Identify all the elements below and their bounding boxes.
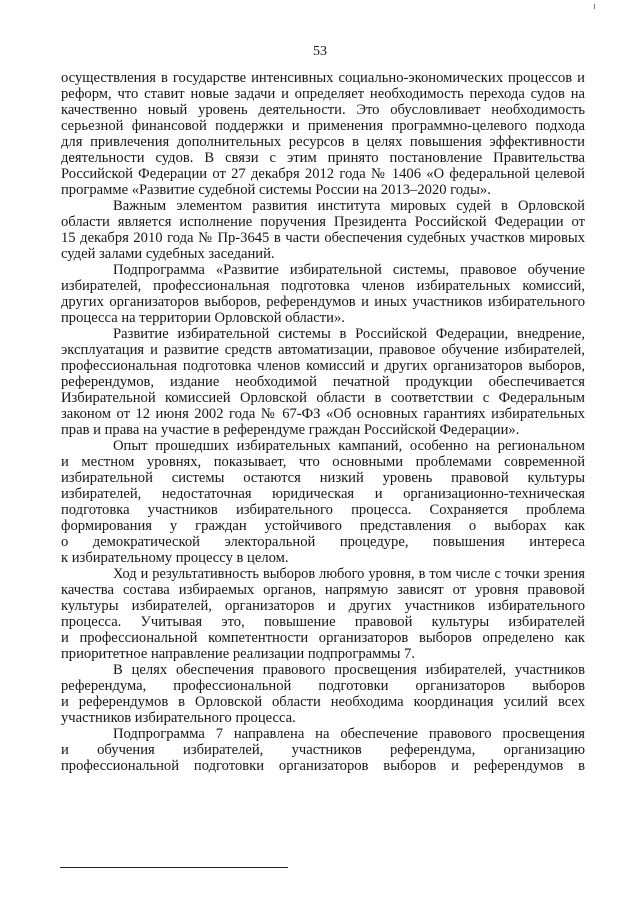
text-line: серьезной финансовой поддержки и применения программно-целевого подхода bbox=[61, 118, 585, 134]
text-line: прав и права на участие в референдуме граждан Российской Федерации». bbox=[61, 422, 520, 438]
footnote-separator bbox=[60, 867, 288, 868]
text-line: и профессиональной компетентности организаторов выборов определено как bbox=[61, 630, 585, 646]
text-line: и обучения избирателей, участников референдума, организацию bbox=[61, 742, 585, 758]
text-line: референдума, профессиональной подготовки организаторов выборов bbox=[61, 678, 585, 694]
text-line: подготовка участников избирательного процесса. Сохраняется проблема bbox=[61, 502, 585, 518]
text-line: профессиональной подготовки организаторов выборов и референдумов в bbox=[61, 758, 585, 774]
page-number: 53 bbox=[313, 44, 327, 59]
text-line: Опыт прошедших избирательных кампаний, особенно на региональном bbox=[113, 438, 585, 454]
text-line: избирательной системы остаются низкий уровень правовой культуры bbox=[61, 470, 585, 486]
text-line: деятельности судов. В связи с этим принято постановление Правительства bbox=[61, 150, 585, 166]
text-line: Избирательной комиссией Орловской области в соответствии с Федеральным bbox=[61, 390, 585, 406]
text-line: качественно новый уровень деятельности. Это обусловливает необходимость bbox=[61, 102, 585, 118]
text-line: области является исполнение поручения Президента Российской Федерации от bbox=[61, 214, 585, 230]
text-line: Российской Федерации от 27 декабря 2012 года № 1406 «О федеральной целевой bbox=[61, 166, 585, 182]
text-line: 15 декабря 2010 года № Пр-3645 в части обеспечения судебных участков мировых bbox=[61, 230, 585, 246]
text-line: Ход и результативность выборов любого уровня, в том числе с точки зрения bbox=[113, 566, 585, 582]
text-line: избирателей, профессиональная подготовка членов избирательных комиссий, bbox=[61, 278, 585, 294]
text-line: качества состава избираемых органов, напрямую зависят от уровня правовой bbox=[61, 582, 585, 598]
text-line: осуществления в государстве интенсивных социально-экономических процессов и bbox=[61, 70, 585, 86]
text-line: референдумов, издание необходимой печатной продукции обеспечивается bbox=[61, 374, 585, 390]
text-line: других организаторов выборов, референдумов и иных участников избирательного bbox=[61, 294, 585, 310]
text-line: Важным элементом развития института мировых судей в Орловской bbox=[113, 198, 585, 214]
text-line: Развитие избирательной системы в Российской Федерации, внедрение, bbox=[113, 326, 585, 342]
text-line: к избирательному процессу в целом. bbox=[61, 550, 289, 566]
text-line: о демократической электоральной процедуре, повышения интереса bbox=[61, 534, 585, 550]
text-line: эксплуатация и развитие средств автоматизации, правовое обучение избирателей, bbox=[61, 342, 585, 358]
text-line: процесса на территории Орловской области». bbox=[61, 310, 345, 326]
text-line: избирателей, недостаточная юридическая и организационно-техническая bbox=[61, 486, 585, 502]
text-line: для привлечения дополнительных ресурсов в целях повышения эффективности bbox=[61, 134, 585, 150]
text-line: судей залами судебных заседаний. bbox=[61, 246, 275, 262]
text-line: Подпрограмма «Развитие избирательной системы, правовое обучение bbox=[113, 262, 585, 278]
text-line: культуры избирателей, организаторов и других участников избирательного bbox=[61, 598, 585, 614]
text-line: и референдумов в Орловской области необходима координация усилий всех bbox=[61, 694, 585, 710]
text-line: профессиональная подготовка членов комиссий и других организаторов выборов, bbox=[61, 358, 585, 374]
text-line: Подпрограмма 7 направлена на обеспечение правового просвещения bbox=[113, 726, 585, 742]
scan-corner-mark bbox=[594, 4, 595, 9]
text-line: и местном уровнях, показывает, что основными проблемами современной bbox=[61, 454, 585, 470]
text-line: формирования у граждан устойчивого представления о выборах как bbox=[61, 518, 585, 534]
text-line: реформ, что ставит новые задачи и определяет необходимость перехода судов на bbox=[61, 86, 585, 102]
text-line: процесса. Учитывая это, повышение правовой культуры избирателей bbox=[61, 614, 585, 630]
text-line: программе «Развитие судебной системы России на 2013–2020 годы». bbox=[61, 182, 491, 198]
text-line: В целях обеспечения правового просвещения избирателей, участников bbox=[113, 662, 585, 678]
body-text bbox=[61, 70, 585, 774]
text-line: приоритетное направление реализации подпрограммы 7. bbox=[61, 646, 415, 662]
text-line: законом от 12 июня 2002 года № 67-ФЗ «Об основных гарантиях избирательных bbox=[61, 406, 585, 422]
text-line: участников избирательного процесса. bbox=[61, 710, 296, 726]
